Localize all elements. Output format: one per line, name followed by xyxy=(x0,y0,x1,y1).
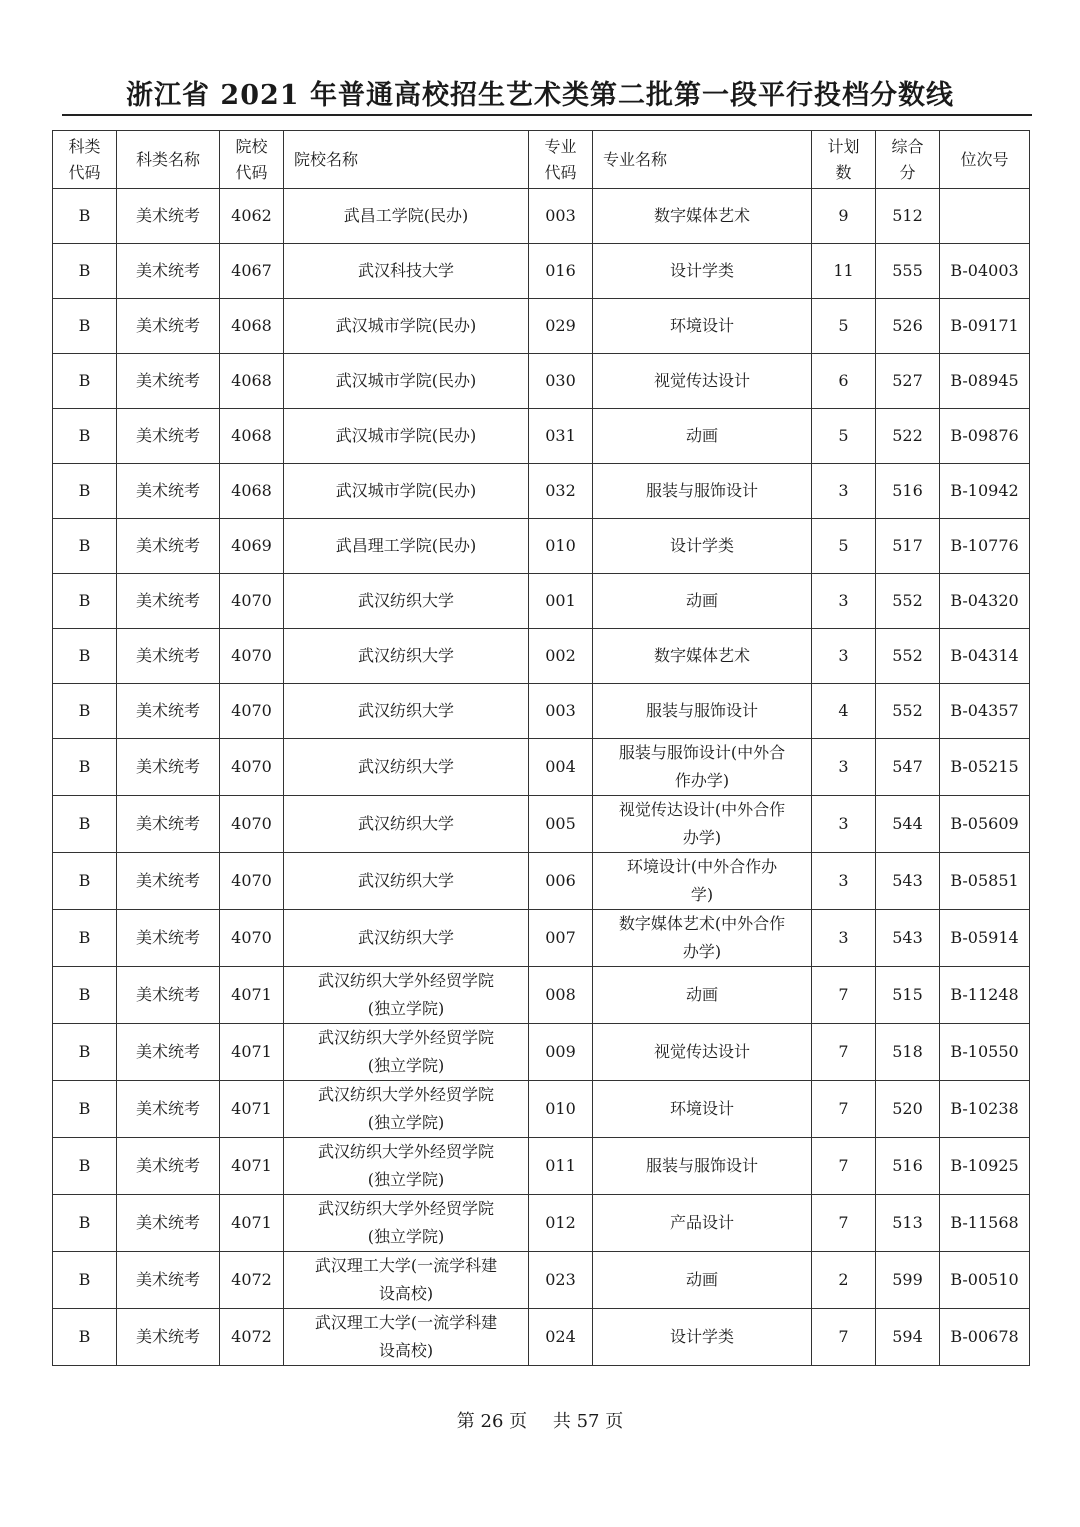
cell-rank: B-04003 xyxy=(940,244,1030,299)
cell-subject-code: B xyxy=(53,299,117,354)
cell-score: 526 xyxy=(876,299,940,354)
cell-subject-name: 美术统考 xyxy=(117,354,220,409)
cell-plan: 3 xyxy=(812,629,876,684)
cell-rank: B-05609 xyxy=(940,796,1030,853)
table-row xyxy=(53,739,1030,796)
cell-subject-code: B xyxy=(53,464,117,519)
cell-subject-code: B xyxy=(53,574,117,629)
title-underline xyxy=(62,114,1032,116)
cell-score: 547 xyxy=(876,739,940,796)
cell-school-code: 4070 xyxy=(220,684,284,739)
cell-school-code: 4072 xyxy=(220,1252,284,1309)
cell-school-name: 武汉城市学院(民办) xyxy=(284,354,529,409)
cell-score: 522 xyxy=(876,409,940,464)
table-row xyxy=(53,519,1030,574)
cell-major-code: 016 xyxy=(529,244,593,299)
cell-score: 527 xyxy=(876,354,940,409)
table-row xyxy=(53,796,1030,853)
page-number: 第 26 页 xyxy=(456,1411,528,1432)
header-school-name: 院校名称 xyxy=(284,131,529,189)
cell-major-code: 003 xyxy=(529,684,593,739)
cell-subject-name: 美术统考 xyxy=(117,189,220,244)
cell-plan: 3 xyxy=(812,464,876,519)
cell-subject-name: 美术统考 xyxy=(117,299,220,354)
cell-subject-code: B xyxy=(53,189,117,244)
cell-score: 518 xyxy=(876,1024,940,1081)
cell-subject-code: B xyxy=(53,853,117,910)
cell-school-code: 4071 xyxy=(220,1024,284,1081)
cell-subject-name: 美术统考 xyxy=(117,1081,220,1138)
cell-plan: 7 xyxy=(812,1024,876,1081)
cell-rank: B-05851 xyxy=(940,853,1030,910)
cell-subject-name: 美术统考 xyxy=(117,409,220,464)
cell-subject-name: 美术统考 xyxy=(117,1252,220,1309)
cell-major-code: 011 xyxy=(529,1138,593,1195)
cell-score: 552 xyxy=(876,574,940,629)
cell-major-code: 023 xyxy=(529,1252,593,1309)
cell-school-code: 4071 xyxy=(220,1138,284,1195)
cell-subject-code: B xyxy=(53,629,117,684)
cell-rank: B-10942 xyxy=(940,464,1030,519)
cell-rank: B-05215 xyxy=(940,739,1030,796)
cell-rank: B-10776 xyxy=(940,519,1030,574)
cell-school-name: 武汉纺织大学外经贸学院 (独立学院) xyxy=(284,967,529,1024)
page-footer xyxy=(0,1408,1080,1436)
cell-school-name: 武昌工学院(民办) xyxy=(284,189,529,244)
cell-major-name: 服装与服饰设计 xyxy=(593,1138,812,1195)
cell-major-code: 031 xyxy=(529,409,593,464)
cell-rank: B-04357 xyxy=(940,684,1030,739)
cell-school-name: 武汉纺织大学 xyxy=(284,796,529,853)
cell-major-name: 服装与服饰设计 xyxy=(593,464,812,519)
cell-subject-name: 美术统考 xyxy=(117,574,220,629)
cell-subject-code: B xyxy=(53,910,117,967)
cell-major-code: 007 xyxy=(529,910,593,967)
table-row xyxy=(53,574,1030,629)
cell-major-name: 环境设计 xyxy=(593,299,812,354)
cell-major-name: 服装与服饰设计 xyxy=(593,684,812,739)
table-row xyxy=(53,244,1030,299)
cell-major-name: 数字媒体艺术 xyxy=(593,189,812,244)
table-row xyxy=(53,1081,1030,1138)
cell-school-name: 武汉科技大学 xyxy=(284,244,529,299)
table-row xyxy=(53,189,1030,244)
cell-school-code: 4068 xyxy=(220,354,284,409)
cell-school-name: 武汉城市学院(民办) xyxy=(284,409,529,464)
cell-school-code: 4070 xyxy=(220,574,284,629)
cell-major-name: 设计学类 xyxy=(593,244,812,299)
cell-score: 543 xyxy=(876,853,940,910)
cell-major-name: 动画 xyxy=(593,1252,812,1309)
cell-major-name: 数字媒体艺术(中外合作 办学) xyxy=(593,910,812,967)
cell-subject-code: B xyxy=(53,684,117,739)
cell-score: 544 xyxy=(876,796,940,853)
cell-subject-code: B xyxy=(53,409,117,464)
cell-rank: B-04314 xyxy=(940,629,1030,684)
cell-score: 517 xyxy=(876,519,940,574)
cell-rank: B-05914 xyxy=(940,910,1030,967)
cell-subject-name: 美术统考 xyxy=(117,1138,220,1195)
cell-score: 520 xyxy=(876,1081,940,1138)
cell-school-code: 4070 xyxy=(220,739,284,796)
table-row xyxy=(53,464,1030,519)
table-row xyxy=(53,853,1030,910)
cell-school-name: 武昌理工学院(民办) xyxy=(284,519,529,574)
cell-major-code: 005 xyxy=(529,796,593,853)
cell-major-name: 服装与服饰设计(中外合 作办学) xyxy=(593,739,812,796)
header-plan: 计划 数 xyxy=(812,131,876,189)
cell-school-name: 武汉纺织大学外经贸学院 (独立学院) xyxy=(284,1138,529,1195)
cell-school-name: 武汉理工大学(一流学科建 设高校) xyxy=(284,1309,529,1366)
cell-school-code: 4069 xyxy=(220,519,284,574)
cell-school-name: 武汉城市学院(民办) xyxy=(284,299,529,354)
cell-rank: B-09876 xyxy=(940,409,1030,464)
cell-score: 552 xyxy=(876,629,940,684)
table-row xyxy=(53,1024,1030,1081)
page-title: 浙江省 2021 年普通高校招生艺术类第二批第一段平行投档分数线 xyxy=(126,80,954,111)
cell-subject-name: 美术统考 xyxy=(117,244,220,299)
cell-subject-code: B xyxy=(53,1138,117,1195)
cell-subject-name: 美术统考 xyxy=(117,853,220,910)
cell-subject-code: B xyxy=(53,519,117,574)
cell-score: 516 xyxy=(876,1138,940,1195)
cell-major-code: 004 xyxy=(529,739,593,796)
cell-rank: B-09171 xyxy=(940,299,1030,354)
cell-school-name: 武汉纺织大学外经贸学院 (独立学院) xyxy=(284,1195,529,1252)
cell-rank: B-08945 xyxy=(940,354,1030,409)
cell-rank: B-10550 xyxy=(940,1024,1030,1081)
header-major-code: 专业 代码 xyxy=(529,131,593,189)
cell-plan: 3 xyxy=(812,853,876,910)
cell-subject-code: B xyxy=(53,796,117,853)
cell-school-name: 武汉理工大学(一流学科建 设高校) xyxy=(284,1252,529,1309)
cell-school-name: 武汉纺织大学外经贸学院 (独立学院) xyxy=(284,1081,529,1138)
cell-subject-name: 美术统考 xyxy=(117,967,220,1024)
cell-major-name: 动画 xyxy=(593,409,812,464)
cell-plan: 5 xyxy=(812,519,876,574)
cell-rank: B-11248 xyxy=(940,967,1030,1024)
table-row xyxy=(53,967,1030,1024)
cell-major-code: 008 xyxy=(529,967,593,1024)
cell-subject-name: 美术统考 xyxy=(117,910,220,967)
cell-major-code: 030 xyxy=(529,354,593,409)
cell-plan: 3 xyxy=(812,574,876,629)
cell-rank: B-00510 xyxy=(940,1252,1030,1309)
cell-school-name: 武汉纺织大学 xyxy=(284,910,529,967)
cell-major-name: 产品设计 xyxy=(593,1195,812,1252)
cell-rank xyxy=(940,189,1030,244)
header-score: 综合 分 xyxy=(876,131,940,189)
cell-school-name: 武汉纺织大学外经贸学院 (独立学院) xyxy=(284,1024,529,1081)
cell-plan: 5 xyxy=(812,299,876,354)
header-subject-name: 科类名称 xyxy=(117,131,220,189)
table-row xyxy=(53,354,1030,409)
page-total: 共 57 页 xyxy=(552,1411,624,1432)
cell-plan: 7 xyxy=(812,967,876,1024)
header-rank: 位次号 xyxy=(940,131,1030,189)
cell-plan: 7 xyxy=(812,1081,876,1138)
cell-major-name: 数字媒体艺术 xyxy=(593,629,812,684)
cell-school-name: 武汉纺织大学 xyxy=(284,739,529,796)
cell-rank: B-04320 xyxy=(940,574,1030,629)
cell-subject-code: B xyxy=(53,1024,117,1081)
cell-major-code: 032 xyxy=(529,464,593,519)
cell-school-code: 4072 xyxy=(220,1309,284,1366)
cell-score: 552 xyxy=(876,684,940,739)
cell-subject-code: B xyxy=(53,1195,117,1252)
table-row xyxy=(53,299,1030,354)
table-row xyxy=(53,1138,1030,1195)
cell-subject-code: B xyxy=(53,1252,117,1309)
cell-school-code: 4071 xyxy=(220,1081,284,1138)
cell-plan: 7 xyxy=(812,1138,876,1195)
cell-subject-name: 美术统考 xyxy=(117,796,220,853)
table-row xyxy=(53,1309,1030,1366)
cell-score: 513 xyxy=(876,1195,940,1252)
cell-plan: 5 xyxy=(812,409,876,464)
cell-major-code: 010 xyxy=(529,1081,593,1138)
cell-subject-name: 美术统考 xyxy=(117,519,220,574)
cell-subject-code: B xyxy=(53,1309,117,1366)
cell-subject-name: 美术统考 xyxy=(117,1195,220,1252)
cell-school-code: 4070 xyxy=(220,910,284,967)
cell-major-name: 视觉传达设计 xyxy=(593,354,812,409)
table-row xyxy=(53,629,1030,684)
header-major-name: 专业名称 xyxy=(593,131,812,189)
cell-school-code: 4070 xyxy=(220,629,284,684)
cell-subject-code: B xyxy=(53,967,117,1024)
cell-score: 599 xyxy=(876,1252,940,1309)
cell-school-code: 4070 xyxy=(220,853,284,910)
cell-major-name: 动画 xyxy=(593,967,812,1024)
cell-plan: 2 xyxy=(812,1252,876,1309)
cell-school-name: 武汉城市学院(民办) xyxy=(284,464,529,519)
cell-school-code: 4067 xyxy=(220,244,284,299)
admission-score-table xyxy=(52,130,1030,1366)
cell-score: 594 xyxy=(876,1309,940,1366)
cell-score: 555 xyxy=(876,244,940,299)
cell-subject-code: B xyxy=(53,244,117,299)
table-row xyxy=(53,409,1030,464)
table-body xyxy=(53,189,1030,1366)
cell-school-code: 4068 xyxy=(220,299,284,354)
cell-score: 543 xyxy=(876,910,940,967)
cell-subject-name: 美术统考 xyxy=(117,684,220,739)
cell-school-name: 武汉纺织大学 xyxy=(284,853,529,910)
cell-rank: B-10238 xyxy=(940,1081,1030,1138)
cell-school-code: 4071 xyxy=(220,1195,284,1252)
table-row xyxy=(53,910,1030,967)
cell-plan: 6 xyxy=(812,354,876,409)
cell-major-code: 029 xyxy=(529,299,593,354)
cell-subject-name: 美术统考 xyxy=(117,739,220,796)
cell-subject-code: B xyxy=(53,1081,117,1138)
cell-major-name: 视觉传达设计(中外合作 办学) xyxy=(593,796,812,853)
cell-score: 515 xyxy=(876,967,940,1024)
header-subject-code: 科类 代码 xyxy=(53,131,117,189)
cell-school-name: 武汉纺织大学 xyxy=(284,574,529,629)
cell-plan: 9 xyxy=(812,189,876,244)
cell-major-code: 010 xyxy=(529,519,593,574)
cell-plan: 7 xyxy=(812,1195,876,1252)
cell-score: 512 xyxy=(876,189,940,244)
cell-major-code: 002 xyxy=(529,629,593,684)
cell-plan: 7 xyxy=(812,1309,876,1366)
cell-school-code: 4070 xyxy=(220,796,284,853)
cell-school-name: 武汉纺织大学 xyxy=(284,684,529,739)
cell-major-code: 001 xyxy=(529,574,593,629)
cell-major-code: 024 xyxy=(529,1309,593,1366)
cell-school-code: 4062 xyxy=(220,189,284,244)
cell-rank: B-00678 xyxy=(940,1309,1030,1366)
cell-major-code: 003 xyxy=(529,189,593,244)
table-header-row xyxy=(53,131,1030,189)
cell-rank: B-10925 xyxy=(940,1138,1030,1195)
cell-rank: B-11568 xyxy=(940,1195,1030,1252)
cell-major-code: 012 xyxy=(529,1195,593,1252)
cell-major-name: 视觉传达设计 xyxy=(593,1024,812,1081)
cell-major-name: 设计学类 xyxy=(593,519,812,574)
header-school-code: 院校 代码 xyxy=(220,131,284,189)
cell-subject-name: 美术统考 xyxy=(117,629,220,684)
cell-plan: 3 xyxy=(812,739,876,796)
cell-school-code: 4068 xyxy=(220,464,284,519)
cell-plan: 3 xyxy=(812,910,876,967)
cell-subject-name: 美术统考 xyxy=(117,1309,220,1366)
cell-subject-name: 美术统考 xyxy=(117,464,220,519)
cell-plan: 3 xyxy=(812,796,876,853)
cell-score: 516 xyxy=(876,464,940,519)
cell-plan: 11 xyxy=(812,244,876,299)
cell-major-code: 006 xyxy=(529,853,593,910)
cell-subject-code: B xyxy=(53,354,117,409)
cell-school-name: 武汉纺织大学 xyxy=(284,629,529,684)
cell-school-code: 4071 xyxy=(220,967,284,1024)
table-row xyxy=(53,1252,1030,1309)
table-row xyxy=(53,684,1030,739)
cell-major-name: 环境设计 xyxy=(593,1081,812,1138)
table-row xyxy=(53,1195,1030,1252)
cell-subject-name: 美术统考 xyxy=(117,1024,220,1081)
cell-major-name: 设计学类 xyxy=(593,1309,812,1366)
cell-subject-code: B xyxy=(53,739,117,796)
cell-plan: 4 xyxy=(812,684,876,739)
cell-major-name: 环境设计(中外合作办 学) xyxy=(593,853,812,910)
cell-major-code: 009 xyxy=(529,1024,593,1081)
cell-major-name: 动画 xyxy=(593,574,812,629)
cell-school-code: 4068 xyxy=(220,409,284,464)
